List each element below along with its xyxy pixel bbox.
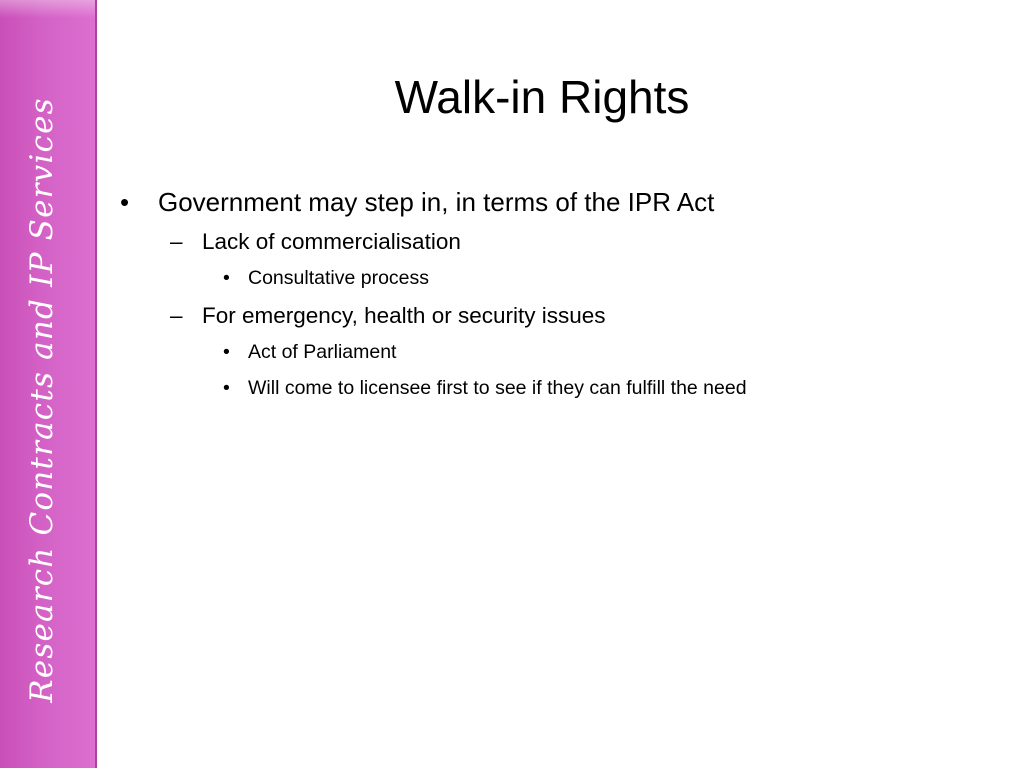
bullet-level3-item (118, 370, 978, 406)
bullet-text: Act of Parliament (248, 341, 397, 363)
bullet-text: Lack of commercialisation (202, 229, 461, 254)
bullet-level3-item (118, 260, 978, 296)
bullet-list (118, 182, 978, 406)
bullet-level2-item (118, 224, 978, 260)
sidebar-band (0, 0, 97, 768)
bullet-text: For emergency, health or security issues (202, 303, 606, 328)
slide-title: Walk-in Rights (394, 71, 690, 123)
bullet-marker: • (120, 187, 130, 217)
dash-marker: – (170, 229, 183, 254)
bullet-marker: • (223, 341, 230, 363)
sidebar-vertical-text: Research Contracts and IP Services (24, 97, 60, 703)
bullet-marker: • (223, 267, 230, 289)
bullet-level2-item (118, 298, 978, 334)
bullet-text: Will come to licensee first to see if they can fulfill the need (248, 377, 747, 399)
bullet-text: Consultative process (248, 267, 430, 289)
dash-marker: – (170, 303, 183, 328)
bullet-level3-item (118, 334, 978, 370)
sidebar-highlight (0, 0, 95, 18)
bullet-level1-item (118, 182, 978, 222)
bullet-text: Government may step in, in terms of the IPR Act (158, 187, 715, 217)
bullet-marker: • (223, 377, 230, 399)
